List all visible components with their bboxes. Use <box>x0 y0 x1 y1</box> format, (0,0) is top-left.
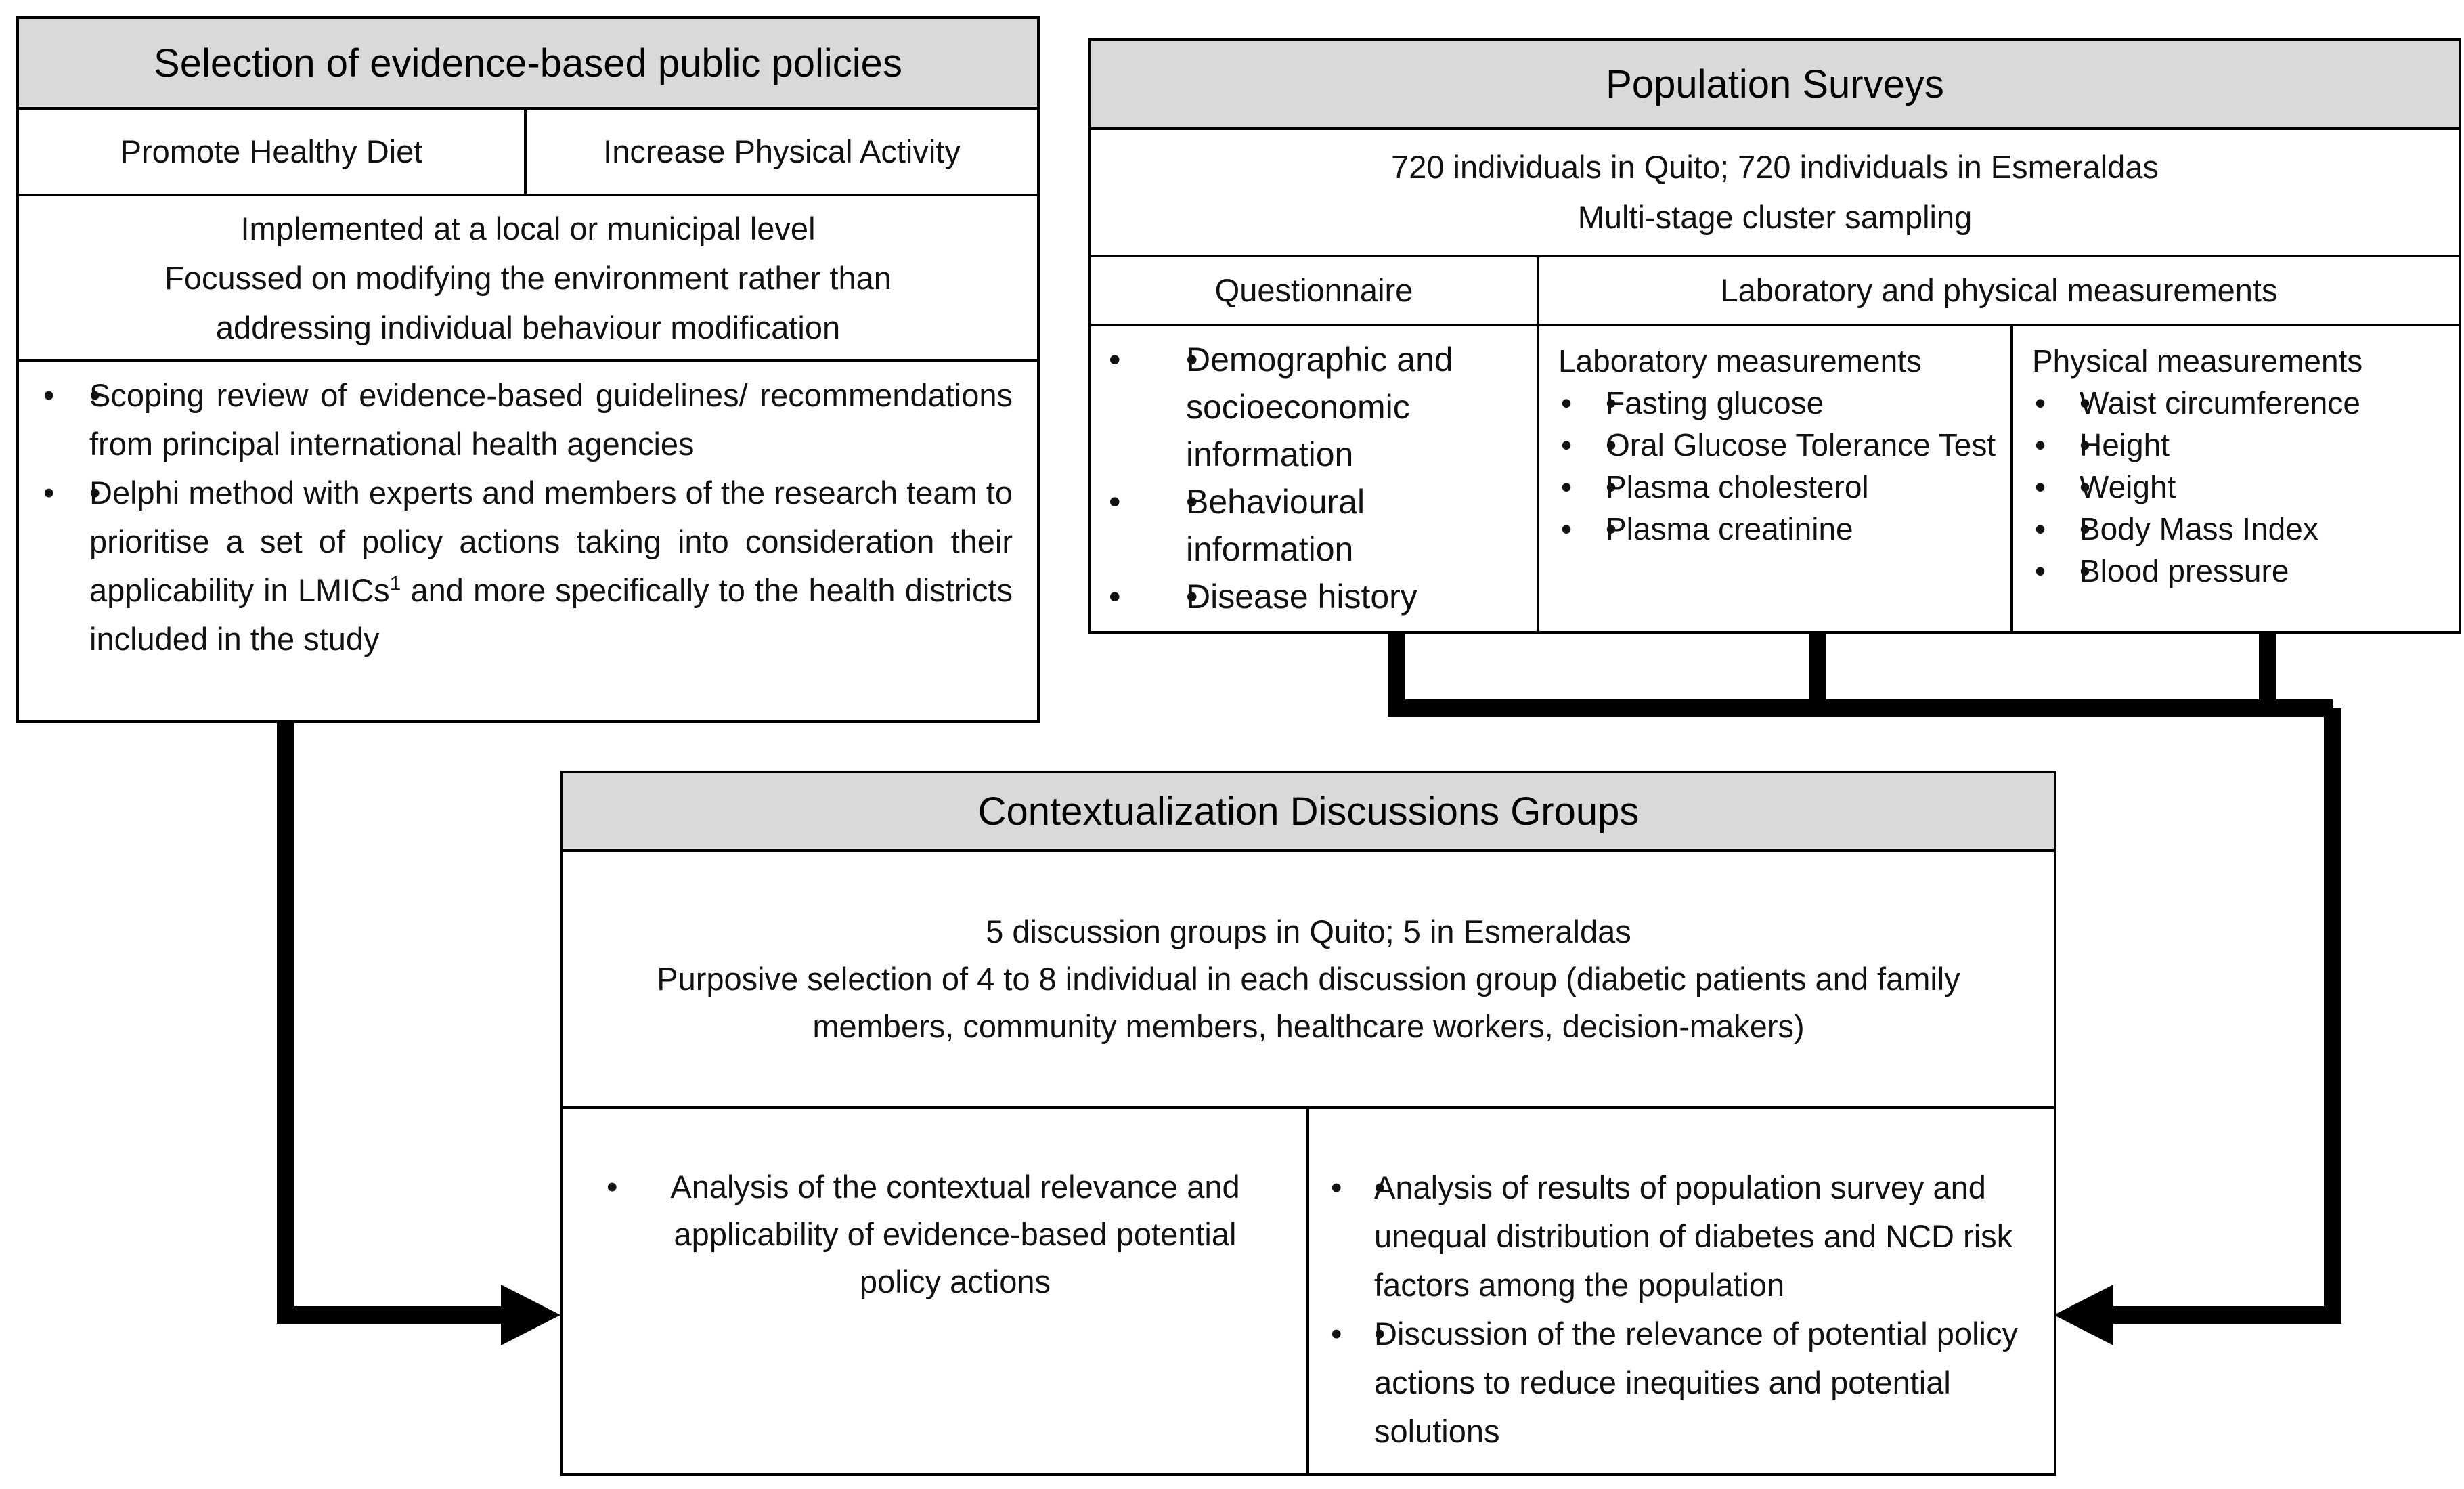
lab-physical-header: Laboratory and physical measurements <box>1720 272 2278 308</box>
policy-analysis-item <box>590 1163 1279 1305</box>
questionnaire-item <box>1091 336 1523 478</box>
discussion-groups-description <box>563 852 2054 1109</box>
bullet-icon: • • <box>1109 341 1121 379</box>
survey-results-list <box>1309 1163 2033 1456</box>
implementation-line-1: Implemented at a local or municipal level <box>240 210 816 246</box>
lmic-footnote-marker: 1 <box>389 572 401 595</box>
questionnaire-list <box>1091 336 1523 620</box>
lab-measurements-cell <box>1539 326 2013 631</box>
sampling-row <box>1091 130 2459 257</box>
lab-item-text: Fasting glucose <box>1606 385 1824 420</box>
bullet-icon: • • <box>43 475 55 511</box>
questionnaire-cell <box>1091 326 1539 631</box>
lab-item <box>1561 466 2004 508</box>
bullet-icon: • • <box>43 377 55 413</box>
bullet-icon: • • <box>1561 385 1572 420</box>
physical-item-text: Waist circumference <box>2080 385 2360 420</box>
bullet-icon: • • <box>2035 469 2046 504</box>
bullet-icon: • • <box>2035 511 2046 546</box>
physical-measurements-cell <box>2013 326 2459 631</box>
physical-item <box>2035 550 2452 592</box>
survey-results-cell <box>1309 1109 2054 1473</box>
implementation-notes <box>19 196 1037 362</box>
bullet-icon: • • <box>1331 1316 1342 1352</box>
survey-results-item <box>1331 1310 2033 1456</box>
bullet-icon: • • <box>1109 578 1121 616</box>
physical-item <box>2035 424 2452 466</box>
sample-size-line: 720 individuals in Quito; 720 individuals in Esmeraldas <box>1391 149 2159 185</box>
lab-item <box>1561 424 2004 466</box>
physical-item-text: Weight <box>2080 469 2176 504</box>
implementation-line-3: addressing individual behaviour modification <box>215 309 841 345</box>
bullet-icon: • • <box>2035 427 2046 462</box>
delphi-text-part-2: and more specifically to the health districts included in the study <box>89 572 1013 657</box>
physical-item <box>2035 508 2452 550</box>
selection-box <box>16 16 1040 723</box>
purposive-selection-text: Purposive selection of 4 to 8 individual in each discussion group (diabetic patients and family members, community members, healthcare workers, decision-makers) <box>657 961 1960 1044</box>
physical-item-text: Blood pressure <box>2080 553 2289 588</box>
physical-item-text: Body Mass Index <box>2080 511 2318 546</box>
physical-measurements-list <box>2032 382 2452 592</box>
physical-measurements-title: Physical measurements <box>2032 343 2363 379</box>
discussion-groups-title: Contextualization Discussions Groups <box>563 773 2054 852</box>
selection-methods <box>19 362 1037 664</box>
selection-title: Selection of evidence-based public policies <box>19 19 1037 110</box>
lab-item-text: Plasma cholesterol <box>1606 469 1869 504</box>
delphi-method-item <box>43 469 1013 664</box>
survey-results-item <box>1331 1163 2033 1310</box>
physical-item <box>2035 466 2452 508</box>
bullet-icon: • • <box>1561 427 1572 462</box>
bullet-icon: • • <box>1331 1169 1342 1205</box>
survey-results-text: Analysis of results of population survey and unequal distribution of diabetes and NCD risk factors among the population <box>1374 1169 2013 1303</box>
lab-item <box>1561 382 2004 424</box>
bullet-icon: • • <box>1561 469 1572 504</box>
questionnaire-item-text: Disease history <box>1186 578 1417 616</box>
discussion-analysis-row <box>563 1109 2054 1473</box>
lab-item-text: Oral Glucose Tolerance Test <box>1606 427 1996 462</box>
population-surveys-title: Population Surveys <box>1091 41 2459 130</box>
bullet-icon: • • <box>2035 553 2046 588</box>
questionnaire-item <box>1091 478 1523 573</box>
bullet-icon: • • <box>1109 483 1121 521</box>
physical-item <box>2035 382 2452 424</box>
bullet-icon: • <box>607 1169 618 1205</box>
arrowhead-right-side <box>2054 1285 2113 1345</box>
delphi-text-part-1: Delphi method with experts and members of the research team to prioritise a set of policy actions taking into consideration their applicability in LMICs <box>89 475 1013 608</box>
lab-measurements-list <box>1558 382 2004 550</box>
survey-columns-row <box>1091 257 2459 326</box>
lab-item-text: Plasma creatinine <box>1606 511 1853 546</box>
policy-analysis-cell <box>563 1109 1309 1473</box>
questionnaire-item-text: Demographic and socioeconomic information <box>1186 341 1453 473</box>
arrow-selection-to-discussion <box>286 720 509 1315</box>
scoping-review-item <box>43 371 1013 469</box>
implementation-line-2: Focussed on modifying the environment rather than <box>164 259 892 296</box>
increase-physical-activity-cell: Increase Physical Activity <box>603 133 961 169</box>
physical-item-text: Height <box>2080 427 2170 462</box>
promote-healthy-diet-cell: Promote Healthy Diet <box>19 110 527 194</box>
lab-measurements-title: Laboratory measurements <box>1558 343 1922 379</box>
arrow-surveys-to-discussion <box>2105 708 2333 1315</box>
discussion-groups-count: 5 discussion groups in Quito; 5 in Esmeraldas <box>986 913 1631 949</box>
policy-analysis-text: Analysis of the contextual relevance and applicability of evidence-based potential policy actions <box>670 1169 1240 1299</box>
population-surveys-box <box>1088 38 2461 634</box>
discussion-groups-box <box>560 771 2056 1476</box>
survey-results-text: Discussion of the relevance of potential policy actions to reduce inequities and potential solutions <box>1374 1316 2018 1449</box>
bullet-icon: • • <box>1561 511 1572 546</box>
selection-columns-row <box>19 110 1037 196</box>
sampling-method-line: Multi-stage cluster sampling <box>1577 199 1973 235</box>
bullet-icon: • • <box>2035 385 2046 420</box>
questionnaire-header: Questionnaire <box>1091 257 1539 324</box>
survey-details-row <box>1091 326 2459 631</box>
scoping-review-text: Scoping review of evidence-based guidelines/ recommendations from principal international health agencies <box>89 377 1013 462</box>
arrowhead-left-side <box>501 1285 560 1345</box>
questionnaire-item <box>1091 573 1523 620</box>
lab-item <box>1561 508 2004 550</box>
questionnaire-item-text: Behavioural information <box>1186 483 1365 568</box>
